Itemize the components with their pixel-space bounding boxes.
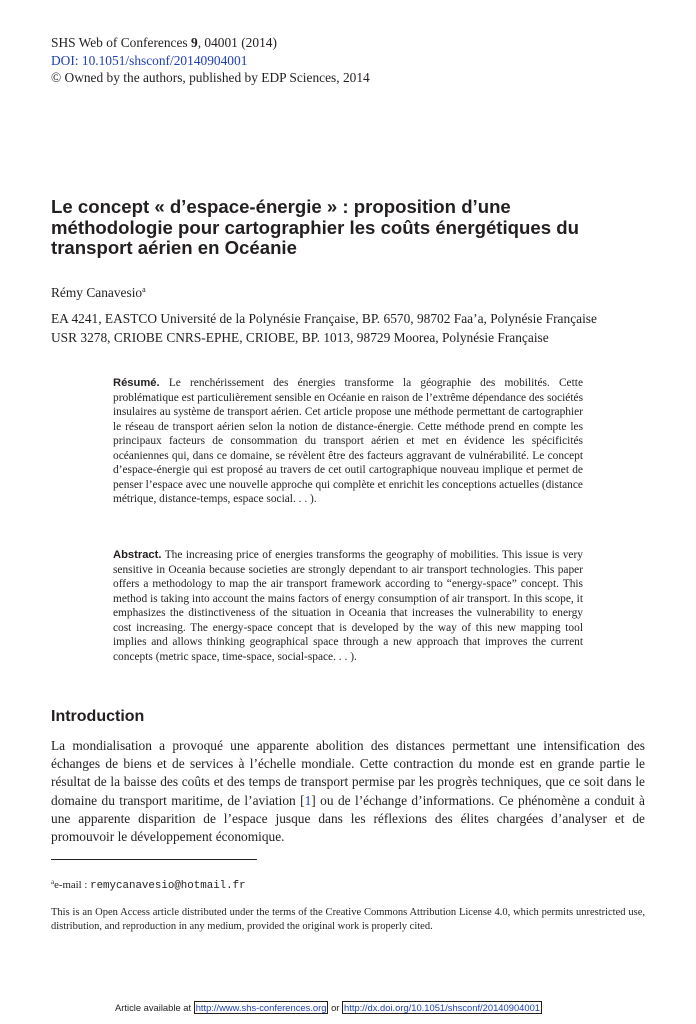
abstract-text: The increasing price of energies transforms the geography of mobilities. This issue is very sensitive in Oceania because societies are strongly dependant to air transport technologies. This paper offers a methodology to map the air transport framework according to “energy-space” concept. This method is taking into account the mains factors of energy consumption of air transport. In this scope, it emphasizes the distinctiveness of the situation in Oceania that increases the vulnerability to energy cost increasing. The energy-space concept that is developed by the way of this new mapping tool implies and allows thinking geographical space through a new approach that improves the current concepts (metric space, time-space, social-space. . . ). [113, 549, 583, 663]
journal-citation: SHS Web of Conferences 9, 04001 (2014) [51, 35, 277, 50]
abstract-label: Abstract. [113, 549, 162, 561]
introduction-paragraph: La mondialisation a provoqué une apparente abolition des distances permettant une intensification des échanges de biens et de services à l’échelle mondiale. Cette contraction du monde est en grande partie le résultat de la baisse des coûts et des temps de transport permise par les progrès techniques, que ce soit dans le domaine du transport maritime, de l’aviation [1] ou de l’échange d’informations. Ce phénomène a conduit à une apparente disparition de l’espace jusque dans les réflexions des élites chargées d’analyser et de promouvoir le développement économique. [51, 738, 645, 845]
doi-link[interactable]: DOI: 10.1051/shsconf/20140904001 [51, 52, 248, 68]
footnote-divider [51, 859, 257, 860]
affiliation-1: EA 4241, EASTCO Université de la Polynésie Française, BP. 6570, 98702 Faa’a, Polynésie Française [51, 311, 597, 326]
affiliation-2: USR 3278, CRIOBE CNRS-EPHE, CRIOBE, BP. 1013, 98729 Moorea, Polynésie Française [51, 329, 549, 345]
license-notice: This is an Open Access article distributed under the terms of the Creative Commons Attribution License 4.0, which permits unrestricted use, distribution, and reproduction in any medium, provided the original work is properly cited. [51, 907, 645, 932]
journal-header [51, 34, 370, 87]
resume-text: Le renchérissement des énergies transforme la géographie des mobilités. Cette problématique est particulièrement sensible en Océanie en raison de l’extrême dépendance des sociétés insulaires au système de transport aérien. Cet article propose une méthode permettant de cartographier le réseau de transport aérien selon la notion de distance-énergie. Cette méthode prend en compte les principaux facteurs de consommation du transport aérien et met en évidence les spécificités océaniennes qui, dans ce domaine, se révèlent être des facteurs aggravant de vulnérabilité. Le concept d’espace-énergie qui est proposé au travers de cet outil cartographique nouveau implique et permet de penser l’espace avec une nouvelle approche qui complète et enrichit les conceptions actuelles (distance métrique, distance-temps, espace social. . . ). [113, 377, 583, 505]
author-name: Rémy Canavesio [51, 285, 143, 300]
paper-title: Le concept « d’espace-énergie » : proposition d’une méthodologie pour cartographier les coûts énergétiques du transport aérien en Océanie [51, 196, 579, 258]
footnote-email[interactable]: remycanavesio@hotmail.fr [90, 880, 246, 892]
footnote [51, 878, 246, 892]
availability-line: Article available at http://www.shs-conferences.org or http://dx.doi.org/10.1051/shsconf/20140904001 [115, 1002, 541, 1013]
abstract-block [113, 548, 583, 664]
resume-label: Résumé. [113, 377, 160, 389]
author [51, 285, 146, 301]
doi-url-link[interactable]: http://dx.doi.org/10.1051/shsconf/20140904001 [344, 1002, 541, 1013]
author-footnote-mark: a [142, 285, 146, 294]
resume-block [113, 376, 583, 507]
footnote-label: e-mail : [54, 879, 91, 891]
journal-volume: 9 [191, 35, 198, 50]
journal-website-link[interactable]: http://www.shs-conferences.org [195, 1002, 327, 1013]
copyright-line: © Owned by the authors, published by EDP Sciences, 2014 [51, 70, 370, 85]
section-heading-introduction: Introduction [51, 708, 145, 725]
citation-link[interactable]: 1 [304, 792, 312, 808]
footnote-mark: a [51, 878, 55, 886]
affiliations [51, 310, 597, 347]
